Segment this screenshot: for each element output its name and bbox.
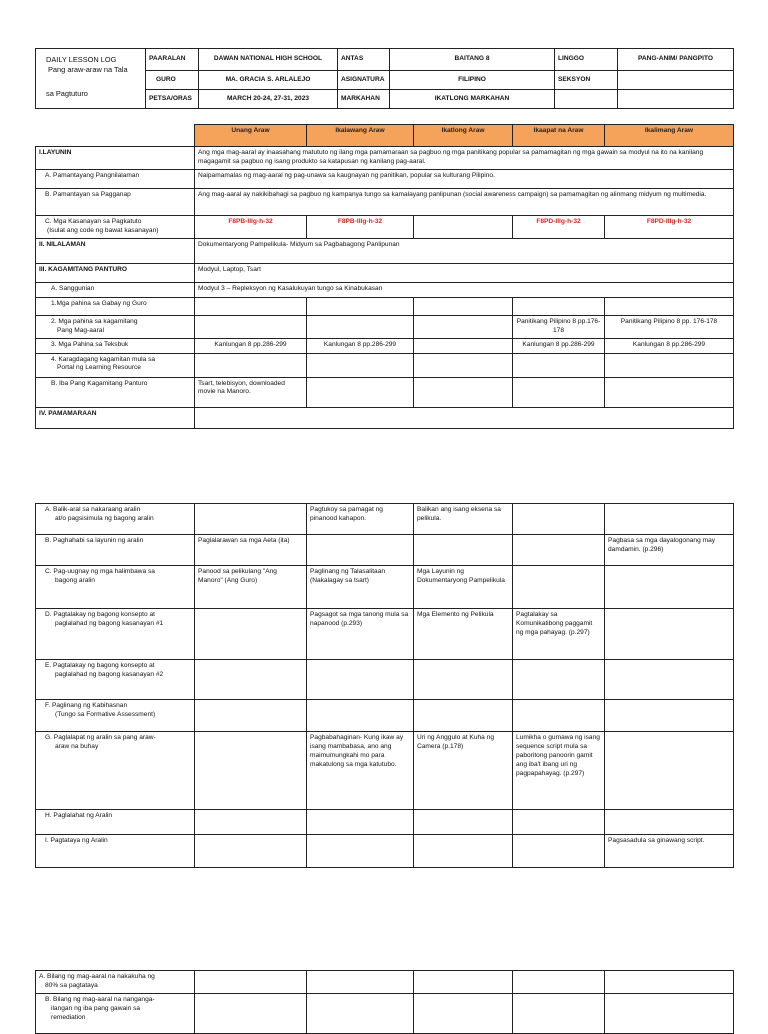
- pamamaraan-label: IV. PAMAMARAAN: [36, 407, 195, 428]
- asignatura-value: FILIPINO: [390, 71, 555, 90]
- lesson-plan-section-1: [35, 124, 734, 429]
- procedure-step-label: C. Pag-uugnay ng mga halimbawa sa bagong aralin: [36, 566, 195, 609]
- sanggunian-label: A. Sanggunian: [36, 282, 195, 297]
- procedure-cell-day-2: [307, 810, 414, 835]
- procedure-cell-day-1: [195, 835, 307, 868]
- layunin-text: Ang mga mag-aaral ay inaasahang matututo ng ilang mga pamamaraan sa pagbuo ng mga panitikang popular sa pamamagitan ng mga gawain sa modyul na ito na kanilang magagamit sa pagbuo ng isang produkto sa katapusan ng kanilang pag-aaral.: [195, 147, 734, 170]
- linggo-label: LINGGO: [555, 49, 618, 71]
- procedure-cell-day-3: Mga Elemento ng Pelikula: [414, 609, 513, 660]
- page-ref: Kanlungan 8 pp.286-299: [513, 338, 605, 353]
- procedure-step-label: D. Pagtalakay ng bagong konsepto at paglalahad ng bagong kasanayan #1: [36, 609, 195, 660]
- lesson-log-header: [35, 48, 734, 109]
- day-header-2: Ikalawang Araw: [307, 125, 414, 147]
- procedure-cell-day-3: [414, 535, 513, 566]
- procedure-cell-day-2: Pagsagot sa mga tanong mula sa napanood (p.293): [307, 609, 414, 660]
- guro-label: GURO: [146, 71, 199, 90]
- petsa-label: PETSA/ORAS: [146, 90, 199, 109]
- procedure-cell-day-5: [605, 810, 734, 835]
- empty-cell: [618, 90, 734, 109]
- page-ref: [414, 338, 513, 353]
- procedure-cell-day-1: [195, 609, 307, 660]
- procedure-cell-day-4: [513, 810, 605, 835]
- page-ref: Kanlungan 8 pp.286-299: [605, 338, 734, 353]
- page-ref: Panitikang Pilipino 8 pp. 176-178: [605, 315, 734, 338]
- kagamitang-mag-aaral-label: 2. Mga pahina sa kagamitang Pang Mag-aaral: [36, 315, 195, 338]
- competency-code: F8PD-IIIg-h-32: [513, 215, 605, 238]
- bilang-80-label: A. Bilang ng mag-aaral na nakakuha ng 80% sa pagtataya: [36, 971, 195, 994]
- procedure-cell-day-4: [513, 535, 605, 566]
- procedure-cell-day-3: [414, 700, 513, 732]
- procedure-cell-day-1: [195, 660, 307, 700]
- lesson-plan-section-2: [35, 503, 734, 868]
- procedure-cell-day-2: [307, 835, 414, 868]
- day-header-5: Ikalimang Araw: [605, 125, 734, 147]
- procedure-step-label: B. Paghahabi sa layunin ng aralin: [36, 535, 195, 566]
- procedure-cell-day-2: [307, 660, 414, 700]
- seksyon-label: SEKSYON: [555, 71, 618, 90]
- procedure-cell-day-3: Mga Layunin ng Dokumentaryong Pampelikula: [414, 566, 513, 609]
- procedure-cell-day-5: [605, 566, 734, 609]
- kagamitan-label: III. KAGAMITANG PANTURO: [36, 263, 195, 282]
- procedure-cell-day-2: Pagtukoy sa pamagat ng pinanood kahapon.: [307, 504, 414, 535]
- page-ref: Kanlungan 8 pp.286-299: [195, 338, 307, 353]
- asignatura-label: ASIGNATURA: [338, 71, 390, 90]
- markahan-label: MARKAHAN: [338, 90, 390, 109]
- guro-value: MA. GRACIA S. ARLALEJO: [199, 71, 338, 90]
- procedure-cell-day-4: Pagtalakay sa Komunikatibong paggamit ng mga pahayag. (p.297): [513, 609, 605, 660]
- competency-code: F8PD-IIIg-h-32: [605, 215, 734, 238]
- procedure-cell-day-4: [513, 504, 605, 535]
- procedure-cell-day-1: [195, 732, 307, 810]
- procedure-cell-day-2: Pagbabahaginan- Kung ikaw ay isang mambabasa, ano ang maimumungkahi mo para makatulong sa mga katutubo.: [307, 732, 414, 810]
- procedure-cell-day-4: [513, 700, 605, 732]
- day-header-1: Unang Araw: [195, 125, 307, 147]
- seksyon-value: [618, 71, 734, 90]
- antas-label: ANTAS: [338, 49, 390, 71]
- procedure-cell-day-5: Pagsasadula sa ginawang script.: [605, 835, 734, 868]
- procedure-cell-day-4: [513, 835, 605, 868]
- procedure-cell-day-2: Paglinang ng Talasalitaan (Nakalagay sa tsart): [307, 566, 414, 609]
- page-ref: [195, 315, 307, 338]
- teksbuk-label: 3. Mga Pahina sa Teksbuk: [36, 338, 195, 353]
- procedure-cell-day-4: [513, 566, 605, 609]
- procedure-cell-day-4: Lumikha o gumawa ng isang sequence script mula sa paboritong panoorin gamit ang iba't ibang uri ng pagpapahayag. (p.297): [513, 732, 605, 810]
- procedure-step-label: A. Balik-aral sa nakaraang aralin at/o pagsisimula ng bagong aralin: [36, 504, 195, 535]
- pamantayang-pangnilalaman-label: A. Pamantayang Pangnilalaman: [36, 169, 195, 188]
- markahan-value: IKATLONG MARKAHAN: [390, 90, 555, 109]
- procedure-cell-day-2: [307, 700, 414, 732]
- pamantayan-pagganap-text: Ang mag-aaral ay nakikibahagi sa pagbuo ng kampanya tungo sa kamalayang panlipunan (social awareness campaign) sa pamamagitan ng alinmang midyum ng multimedia.: [195, 188, 734, 215]
- kagamitan-text: Modyul, Laptop, Tsart: [195, 263, 734, 282]
- procedure-step-label: G. Paglalapat ng aralin sa pang araw- araw na buhay: [36, 732, 195, 810]
- iba-pang-kagamitan-value: Tsart, telebisyon, downloaded movie na Manoro.: [195, 377, 307, 407]
- procedure-cell-day-3: Balikan ang isang eksena sa pelikula.: [414, 504, 513, 535]
- iba-pang-kagamitan-label: B. Iba Pang Kagamitang Panturo: [36, 377, 195, 407]
- pamantayan-pagganap-label: B. Pamantayan sa Pagganap: [36, 188, 195, 215]
- paaralan-value: DAWAN NATIONAL HIGH SCHOOL: [199, 49, 338, 71]
- antas-value: BAITANG 8: [390, 49, 555, 71]
- competency-code: F8PB-IIIg-h-32: [307, 215, 414, 238]
- linggo-value: PANG-ANIM/ PANGPITO: [618, 49, 734, 71]
- lesson-plan-section-3: [35, 970, 734, 1034]
- nilalaman-text: Dokumentaryong Pampelikula- Midyum sa Pagbabagong Panlipunan: [195, 238, 734, 263]
- gabay-guro-label: 1.Mga pahina sa Gabay ng Guro: [36, 297, 195, 315]
- procedure-cell-day-5: [605, 660, 734, 700]
- page-ref: [414, 315, 513, 338]
- learning-resource-label: 4. Karagdagang kagamitan mula sa Portal ng Learning Resource: [36, 353, 195, 377]
- procedure-step-label: H. Paglalahat ng Aralin: [36, 810, 195, 835]
- layunin-label: I.LAYUNIN: [36, 147, 195, 170]
- procedure-cell-day-3: [414, 835, 513, 868]
- petsa-value: MARCH 20-24, 27-31, 2023: [199, 90, 338, 109]
- procedure-cell-day-2: [307, 535, 414, 566]
- procedure-cell-day-5: [605, 609, 734, 660]
- procedure-cell-day-1: [195, 504, 307, 535]
- procedure-step-label: I. Pagtataya ng Aralin: [36, 835, 195, 868]
- procedure-cell-day-5: Pagbasa sa mga dayalogonang may damdamin. (p.296): [605, 535, 734, 566]
- bilang-remediation-label: B. Bilang ng mag-aaral na nangangа- ilangan ng iba pang gawain sa remediation: [36, 993, 195, 1033]
- procedure-step-label: F. Paglinang ng Kabihasnan (Tungo sa Formative Assessment): [36, 700, 195, 732]
- competency-code: F8PB-IIIg-h-32: [195, 215, 307, 238]
- competency-code: [414, 215, 513, 238]
- procedure-cell-day-1: Panood sa pelikulang "Ang Manoro" (Ang Guro): [195, 566, 307, 609]
- procedure-cell-day-3: [414, 810, 513, 835]
- procedure-cell-day-4: [513, 660, 605, 700]
- page-ref: [307, 315, 414, 338]
- paaralan-label: PAARALAN: [146, 49, 199, 71]
- day-header-4: Ikaapat na Araw: [513, 125, 605, 147]
- page-ref: Panitikang Pilipino 8 pp.176-178: [513, 315, 605, 338]
- nilalaman-label: II. NILALAMAN: [36, 238, 195, 263]
- procedure-cell-day-1: Paglalarawan sa mga Aeta (ita): [195, 535, 307, 566]
- pamantayang-pangnilalaman-text: Naipamamalas ng mag-aaral ng pag-unawa sa kaugnayan ng panitikan, popular sa kulturang Pilipino.: [195, 169, 734, 188]
- procedure-cell-day-3: Uri ng Anggulo at Kuha ng Camera (p.178): [414, 732, 513, 810]
- procedure-cell-day-1: [195, 700, 307, 732]
- procedure-cell-day-5: [605, 700, 734, 732]
- procedure-cell-day-5: [605, 732, 734, 810]
- log-title: DAILY LESSON LOG Pang araw-araw na Tala sa Pagtuturo: [36, 49, 146, 109]
- page-ref: Kanlungan 8 pp.286-299: [307, 338, 414, 353]
- procedure-cell-day-3: [414, 660, 513, 700]
- procedure-cell-day-1: [195, 810, 307, 835]
- procedure-step-label: E. Pagtalakay ng bagong konsepto at paglalahad ng bagong kasanayan #2: [36, 660, 195, 700]
- day-header-3: Ikatlong Araw: [414, 125, 513, 147]
- sanggunian-text: Modyul 3 – Repleksyon ng Kasalukuyan tungo sa Kinabukasan: [195, 282, 734, 297]
- kasanayan-label: C. Mga Kasanayan sa Pagkatuto (Isulat ang code ng bawat kasanayan): [36, 215, 195, 238]
- empty-cell: [555, 90, 618, 109]
- procedure-cell-day-5: [605, 504, 734, 535]
